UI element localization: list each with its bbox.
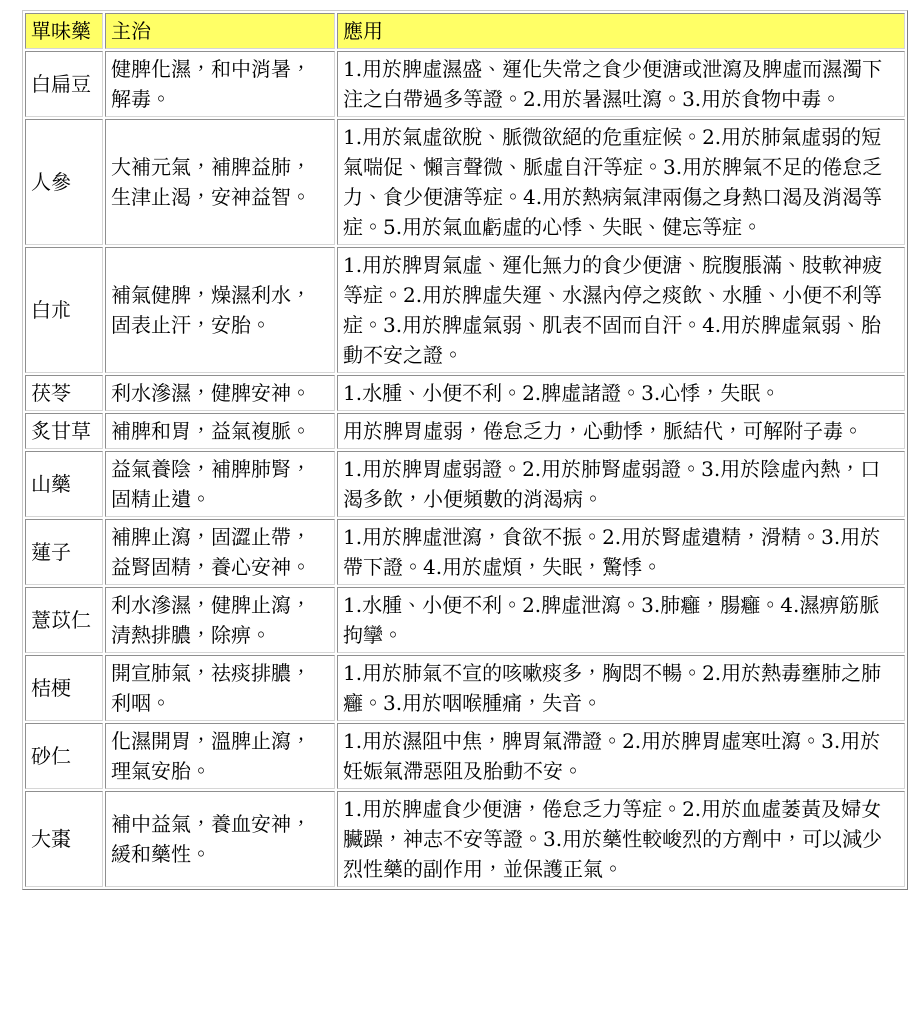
applications-cell: 1.用於脾虛濕盛、運化失常之食少便溏或泄瀉及脾虛而濕濁下注之白帶過多等證。2.用於暑濕吐瀉。3.用於食物中毒。	[337, 51, 905, 117]
table-row	[25, 451, 905, 517]
applications-cell: 1.用於脾虛泄瀉，食欲不振。2.用於腎虛遺精，滑精。3.用於帶下證。4.用於虛煩，失眠，驚悸。	[337, 519, 905, 585]
applications-cell: 1.水腫、小便不利。2.脾虛泄瀉。3.肺癰，腸癰。4.濕痹筋脈拘攣。	[337, 587, 905, 653]
herb-name-cell: 桔梗	[25, 655, 103, 721]
table-row	[25, 655, 905, 721]
herb-name-cell: 人參	[25, 119, 103, 245]
indications-cell: 益氣養陰，補脾肺腎，固精止遺。	[105, 451, 335, 517]
applications-cell: 1.用於肺氣不宣的咳嗽痰多，胸悶不暢。2.用於熱毒壅肺之肺癰。3.用於咽喉腫痛，失音。	[337, 655, 905, 721]
indications-cell: 開宣肺氣，祛痰排膿，利咽。	[105, 655, 335, 721]
herb-name-cell: 砂仁	[25, 723, 103, 789]
herb-name-cell: 山藥	[25, 451, 103, 517]
indications-cell: 健脾化濕，和中消暑，解毒。	[105, 51, 335, 117]
table-row	[25, 791, 905, 887]
indications-cell: 補氣健脾，燥濕利水，固表止汗，安胎。	[105, 247, 335, 373]
indications-cell: 補脾止瀉，固澀止帶，益腎固精，養心安神。	[105, 519, 335, 585]
applications-cell: 1.用於脾虛食少便溏，倦怠乏力等症。2.用於血虛萎黃及婦女臟躁，神志不安等證。3.用於藥性較峻烈的方劑中，可以減少烈性藥的副作用，並保護正氣。	[337, 791, 905, 887]
herb-table	[22, 10, 908, 890]
table-row	[25, 723, 905, 789]
applications-cell: 1.用於濕阻中焦，脾胃氣滯證。2.用於脾胃虛寒吐瀉。3.用於妊娠氣滯惡阻及胎動不安。	[337, 723, 905, 789]
table-row	[25, 375, 905, 411]
indications-cell: 大補元氣，補脾益肺，生津止渴，安神益智。	[105, 119, 335, 245]
column-header-herb: 單味藥	[25, 13, 103, 49]
herb-name-cell: 炙甘草	[25, 413, 103, 449]
table-row	[25, 51, 905, 117]
indications-cell: 補中益氣，養血安神，緩和藥性。	[105, 791, 335, 887]
herb-name-cell: 白扁豆	[25, 51, 103, 117]
applications-cell: 1.用於脾胃氣虛、運化無力的食少便溏、脘腹脹滿、肢軟神疲等症。2.用於脾虛失運、水濕內停之痰飲、水腫、小便不利等症。3.用於脾虛氣弱、肌表不固而自汗。4.用於脾虛氣弱、胎動不安之證。	[337, 247, 905, 373]
indications-cell: 利水滲濕，健脾安神。	[105, 375, 335, 411]
header-row	[25, 13, 905, 49]
table-row	[25, 247, 905, 373]
column-header-applications: 應用	[337, 13, 905, 49]
table-row	[25, 519, 905, 585]
herb-name-cell: 薏苡仁	[25, 587, 103, 653]
indications-cell: 利水滲濕，健脾止瀉，清熱排膿，除痹。	[105, 587, 335, 653]
herb-table-body	[25, 51, 905, 887]
indications-cell: 化濕開胃，溫脾止瀉，理氣安胎。	[105, 723, 335, 789]
applications-cell: 1.水腫、小便不利。2.脾虛諸證。3.心悸，失眠。	[337, 375, 905, 411]
table-row	[25, 119, 905, 245]
herb-name-cell: 大棗	[25, 791, 103, 887]
indications-cell: 補脾和胃，益氣複脈。	[105, 413, 335, 449]
herb-table-header	[25, 13, 905, 49]
column-header-indications: 主治	[105, 13, 335, 49]
applications-cell: 1.用於氣虛欲脫、脈微欲絕的危重症候。2.用於肺氣虛弱的短氣喘促、懶言聲微、脈虛自汗等症。3.用於脾氣不足的倦怠乏力、食少便溏等症。4.用於熱病氣津兩傷之身熱口渴及消渴等症。5.用於氣血虧虛的心悸、失眠、健忘等症。	[337, 119, 905, 245]
applications-cell: 用於脾胃虛弱，倦怠乏力，心動悸，脈結代，可解附子毒。	[337, 413, 905, 449]
herb-name-cell: 蓮子	[25, 519, 103, 585]
table-row	[25, 413, 905, 449]
table-row	[25, 587, 905, 653]
herb-name-cell: 白朮	[25, 247, 103, 373]
applications-cell: 1.用於脾胃虛弱證。2.用於肺腎虛弱證。3.用於陰虛內熱，口渴多飲，小便頻數的消渴病。	[337, 451, 905, 517]
herb-name-cell: 茯苓	[25, 375, 103, 411]
